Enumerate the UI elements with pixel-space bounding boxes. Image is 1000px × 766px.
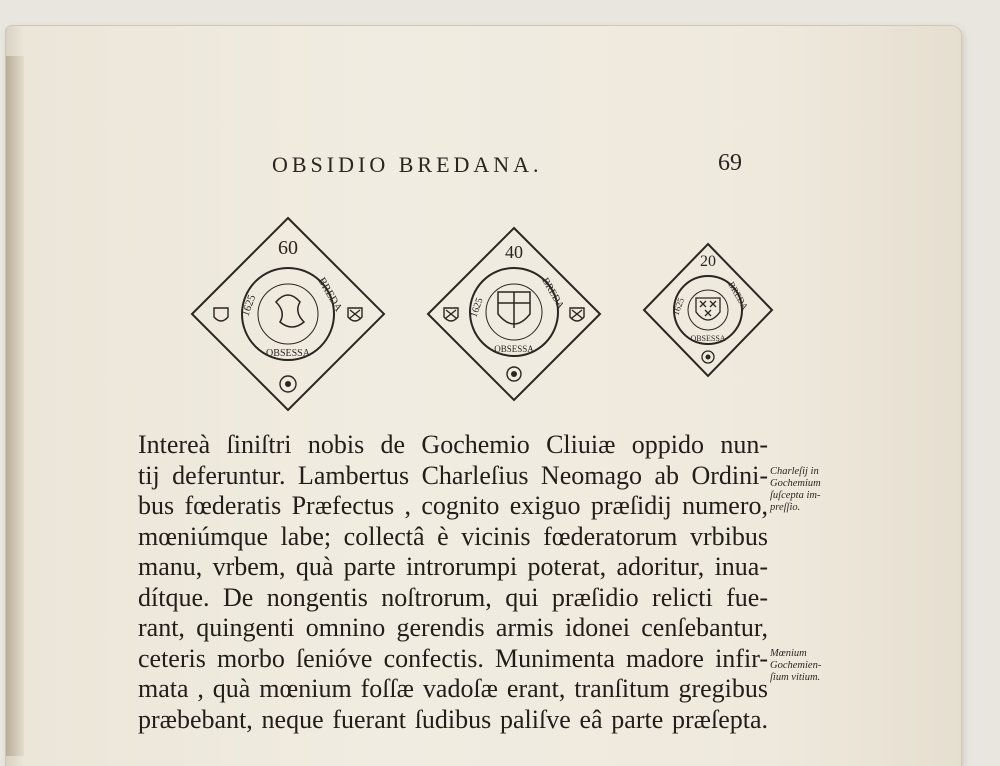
coin-legend-top: BREDA (315, 275, 345, 314)
shield-right-icon (570, 308, 584, 321)
coin-legend-top: BREDA (726, 280, 751, 312)
text-line: bus fœderatis Præfectus , cognito exiguo præſidij numero, (138, 491, 768, 520)
coin-legend-top: BREDA (539, 276, 566, 311)
text-line: præbebant, neque fuerant ſudibus paliſve eâ parte præſepta. (138, 704, 768, 734)
coin-value: 20 (700, 253, 716, 270)
coin-value: 40 (505, 242, 523, 262)
shield-right-icon (348, 308, 362, 321)
main-text (138, 430, 768, 735)
text-line: dítque. De nongentis noſtrorum, qui præſidio relicti fue- (138, 582, 768, 612)
text-line: rant, quingenti omnino gerendis armis idonei cenſebantur, (138, 613, 768, 642)
rose-icon (702, 351, 714, 363)
rose-icon (280, 376, 296, 392)
text-line: mata , quà mœnium foſſæ vadoſæ erant, tranſitum gregibus (138, 674, 768, 703)
rose-icon (507, 367, 521, 381)
text-line: Intereà ſiniſtri nobis de Gochemio Cliuiæ oppido nun- (138, 430, 768, 459)
margin-note-charlesius (770, 466, 850, 514)
coin-legend-bottom: OBSESSA (494, 344, 534, 354)
margin-note-line: Mœnium (770, 648, 807, 659)
margin-note-line: Gochemium (770, 478, 821, 489)
coin-year: 1625 (468, 296, 486, 320)
shield-left-icon (444, 308, 458, 321)
coin-year: 1625 (670, 296, 687, 317)
text-line: ceteris morbo ſenióve confectis. Munimenta madore infir- (138, 643, 768, 673)
margin-note-moenium (770, 648, 850, 684)
page-number: 69 (718, 150, 742, 176)
siege-coin-60 (188, 214, 388, 414)
margin-note-line: ſuſcepta im- (770, 490, 821, 501)
text-line: tij deferuntur. Lambertus Charleſius Neomago ab Ordini- (138, 460, 768, 490)
siege-coin-20 (640, 240, 776, 380)
coin-year: 1625 (239, 293, 259, 319)
shield-left-icon (214, 308, 228, 321)
coin-value: 60 (278, 237, 298, 259)
margin-note-line: Gochemien- (770, 660, 822, 671)
margin-note-line: Charleſij in (770, 466, 819, 477)
siege-coin-40 (424, 224, 604, 404)
margin-note-line: preſſio. (770, 502, 801, 513)
text-line: manu, vrbem, quà parte introrumpi poterat, adoritur, inua- (138, 552, 768, 581)
text-line: mœniúmque labe; collectâ è vicinis fœderatorum vrbibus (138, 521, 768, 551)
coin-legend-bottom: OBSESSA (266, 348, 310, 359)
running-head: OBSIDIO BREDANA. (272, 152, 543, 177)
coin-illustrations (0, 210, 1000, 430)
margin-note-line: ſium vitium. (770, 672, 821, 683)
coin-legend-bottom: OBSESSA (690, 334, 726, 343)
